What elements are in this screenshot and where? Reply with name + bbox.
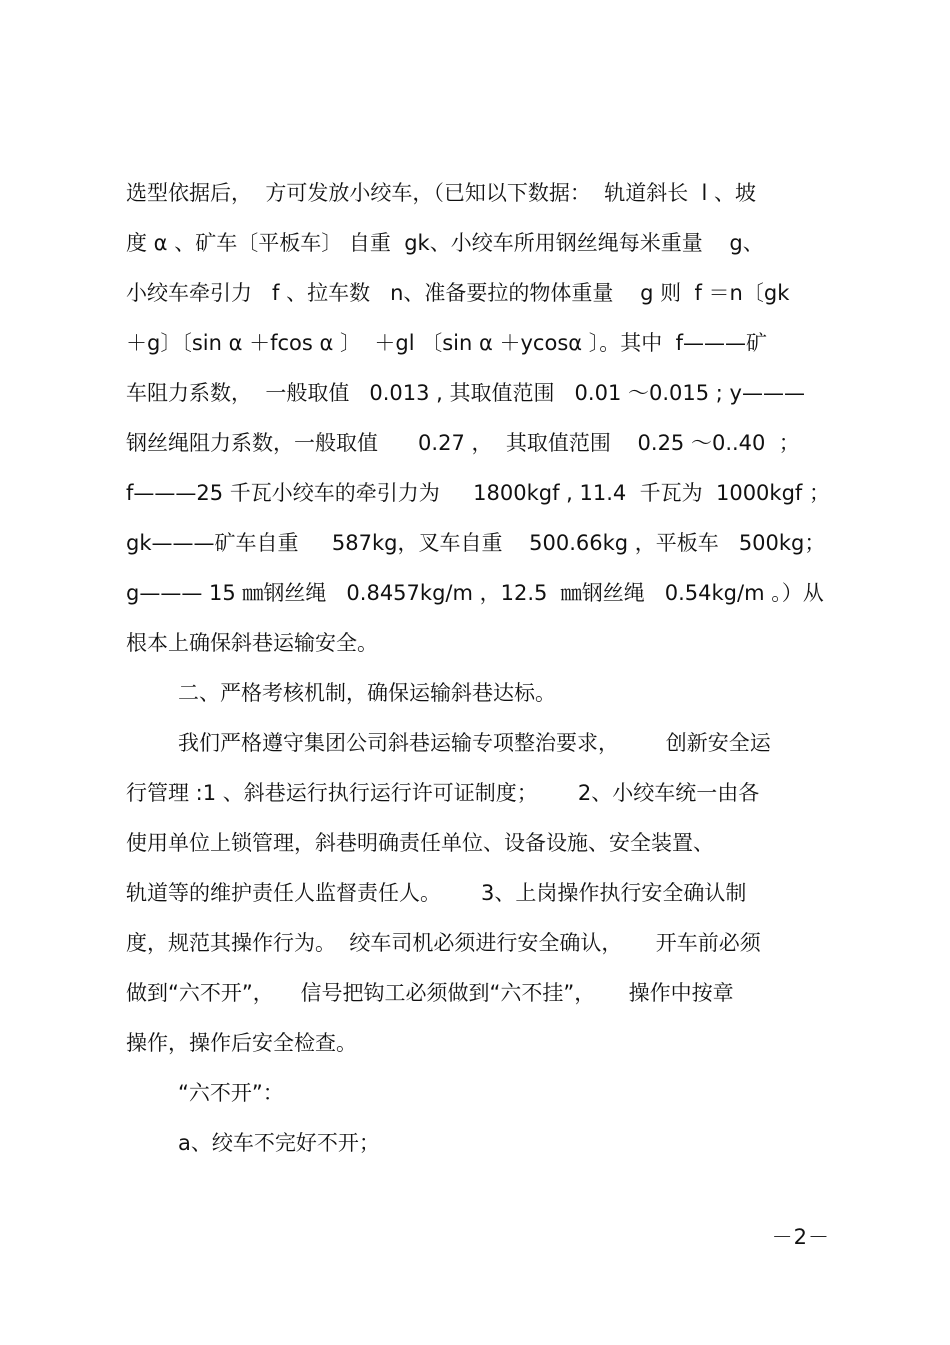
body-line: 使用单位上锁管理，斜巷明确责任单位、设备设施、安全装置、	[126, 831, 714, 855]
body-line: 车阻力系数， 一般取值 0.013 , 其取值范围 0.01 ～0.015 ; y———	[126, 381, 805, 405]
list-heading: “六不开”：	[178, 1081, 284, 1105]
body-line: 做到“六不开”， 信号把钩工必须做到“六不挂”， 操作中按章	[126, 981, 734, 1005]
body-line: gk———矿车自重 587kg，叉车自重 500.66kg ，平板车 500kg；	[126, 531, 826, 555]
paragraph-first-line: 我们严格遵守集团公司斜巷运输专项整治要求， 创新安全运	[178, 731, 771, 755]
body-line: 根本上确保斜巷运输安全。	[126, 631, 378, 655]
body-line: g——— 15 ㎜钢丝绳 0.8457kg/m ，12.5 ㎜钢丝绳 0.54kg/m 。）从	[126, 581, 824, 605]
list-item: a、绞车不完好不开；	[178, 1131, 380, 1155]
body-line: ＋g〕〔sin α ＋fcos α 〕 ＋gl 〔sin α ＋ycosα 〕。其中 f———矿	[126, 331, 768, 355]
body-line: 行管理 :1 、斜巷运行执行运行许可证制度； 2、小绞车统一由各	[126, 781, 760, 805]
body-line: 度，规范其操作行为。 绞车司机必须进行安全确认， 开车前必须	[126, 931, 761, 955]
body-line: 度 α 、矿车〔平板车〕 自重 gk、小绞车所用钢丝绳每米重量 g、	[126, 231, 764, 255]
body-line: 小绞车牵引力 f 、拉车数 n、准备要拉的物体重量 g 则 f ＝n〔gk	[126, 281, 790, 305]
body-line: f———25 千瓦小绞车的牵引力为 1800kgf , 11.4 千瓦为 1000kgf ；	[126, 481, 830, 505]
body-line: 选型依据后， 方可发放小绞车，（已知以下数据： 轨道斜长 l 、坡	[126, 181, 757, 205]
body-line: 轨道等的维护责任人监督责任人。 3、上岗操作执行安全确认制	[126, 881, 747, 905]
body-line: 钢丝绳阻力系数，一般取值 0.27 ， 其取值范围 0.25 ～0..40 ；	[126, 431, 800, 455]
section-heading: 二、严格考核机制，确保运输斜巷达标。	[178, 681, 556, 705]
body-line: 操作，操作后安全检查。	[126, 1031, 357, 1055]
page-number: －2－	[771, 1225, 830, 1249]
